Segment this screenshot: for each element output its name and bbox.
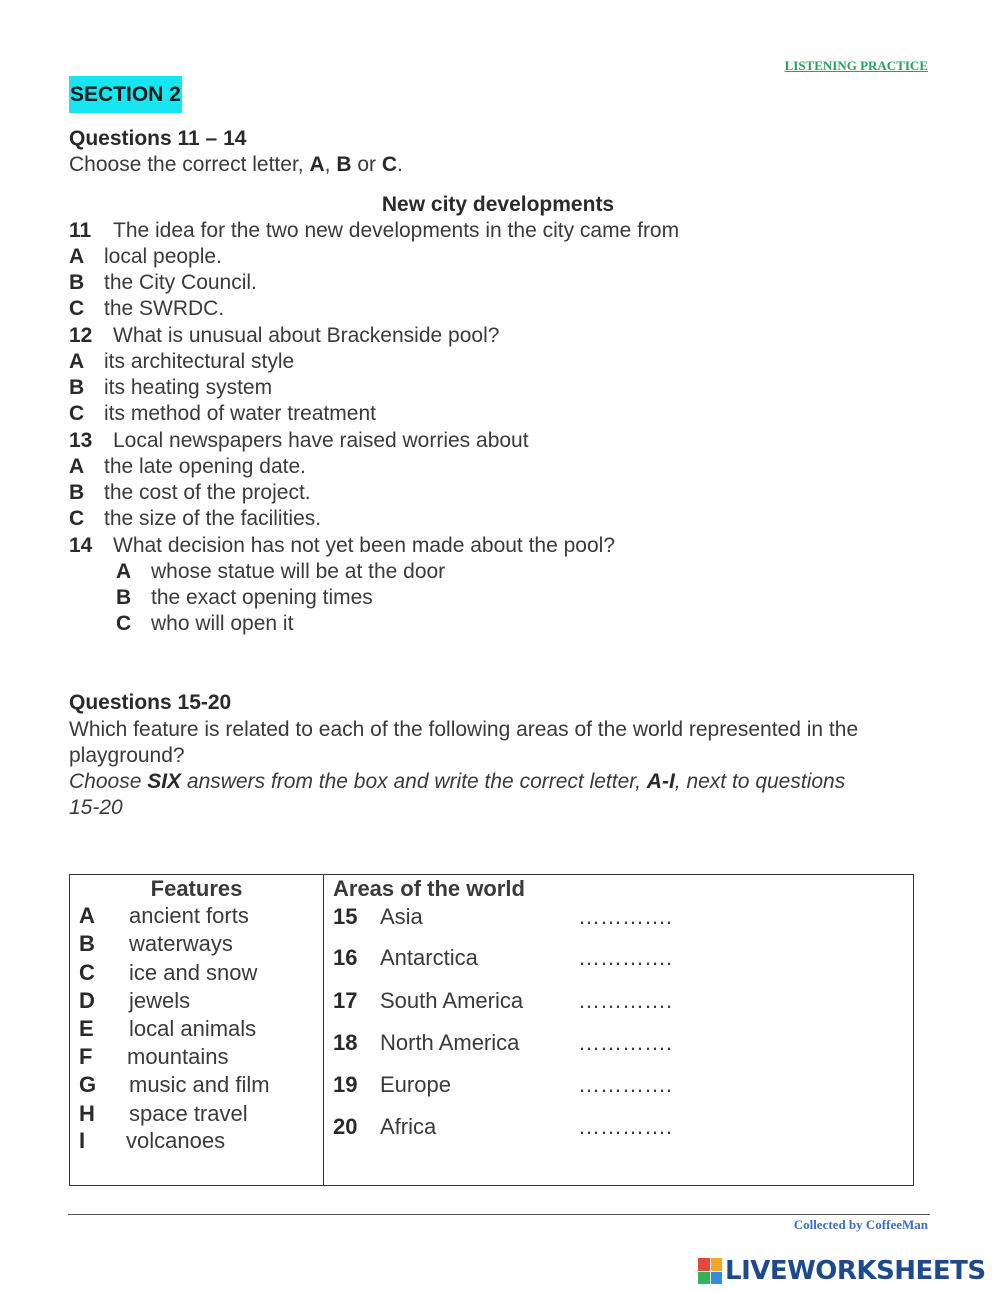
- area-name: South America: [380, 988, 524, 1013]
- instruction-part1: [69, 152, 403, 178]
- question-number: 14: [69, 534, 93, 557]
- area-name: Antarctica: [380, 945, 478, 970]
- option-letter: B: [69, 271, 85, 294]
- option-14-a[interactable]: [116, 559, 445, 585]
- option-text: the late opening date.: [104, 455, 307, 478]
- questions-11-14-heading: Questions 11 – 14: [69, 127, 247, 150]
- question-13: [69, 428, 529, 454]
- area-number: 19: [333, 1072, 358, 1097]
- area-name: Africa: [380, 1114, 437, 1139]
- feature-letter: H: [79, 1101, 95, 1126]
- letter-b: B: [336, 153, 352, 176]
- feature-text: ancient forts: [129, 903, 249, 928]
- listening-practice-link[interactable]: LISTENING PRACTICE: [784, 58, 928, 73]
- question-text: The idea for the two new developments in the city came from: [113, 219, 680, 242]
- option-text: the size of the facilities.: [104, 507, 322, 530]
- question-14: [69, 533, 615, 559]
- option-text: whose statue will be at the door: [151, 560, 446, 583]
- option-text: its architectural style: [104, 350, 295, 373]
- option-letter: C: [69, 297, 85, 320]
- feature-letter: F: [79, 1044, 93, 1069]
- area-row-16: [333, 945, 672, 971]
- area-name: Asia: [380, 904, 423, 929]
- letter-a: A: [309, 153, 325, 176]
- feature-c: [79, 959, 257, 987]
- option-13-b[interactable]: [69, 480, 311, 506]
- feature-f: [79, 1043, 229, 1071]
- feature-letter: I: [79, 1128, 86, 1153]
- area-name: Europe: [380, 1072, 451, 1097]
- option-12-b[interactable]: [69, 375, 272, 401]
- feature-text: jewels: [129, 988, 191, 1013]
- liveworksheets-brand: LIVEWORKSHEETS: [725, 1256, 986, 1286]
- footer-credit: Collected by CoffeeMan: [793, 1217, 928, 1232]
- option-letter: B: [116, 586, 132, 609]
- answer-blank[interactable]: ………….: [578, 1114, 673, 1139]
- answer-blank[interactable]: ………….: [578, 904, 673, 929]
- instruction-line-2: playground?: [69, 744, 185, 767]
- option-12-a[interactable]: [69, 349, 294, 375]
- option-letter: C: [69, 402, 85, 425]
- area-number: 20: [333, 1114, 358, 1139]
- italic-six: SIX: [147, 770, 182, 793]
- liveworksheets-icon: [698, 1258, 722, 1284]
- feature-letter: A: [79, 903, 95, 928]
- option-14-c[interactable]: [116, 611, 293, 637]
- table-divider: [323, 874, 324, 1186]
- question-text: What decision has not yet been made about the pool?: [113, 534, 616, 557]
- option-text: the SWRDC.: [104, 297, 225, 320]
- instruction-line-1: Which feature is related to each of the following areas of the world represented in the: [69, 718, 859, 741]
- option-13-a[interactable]: [69, 454, 306, 480]
- option-letter: C: [69, 507, 85, 530]
- option-text: the exact opening times: [151, 586, 373, 609]
- instruction-text: Choose the correct letter,: [69, 153, 310, 176]
- area-row-17: [333, 988, 672, 1014]
- feature-letter: G: [79, 1072, 97, 1097]
- feature-d: [79, 987, 190, 1015]
- area-number: 15: [333, 904, 358, 929]
- area-row-19: [333, 1072, 672, 1098]
- areas-title: Areas of the world: [333, 876, 525, 901]
- letter-c: C: [381, 153, 397, 176]
- question-text: What is unusual about Brackenside pool?: [113, 324, 500, 347]
- option-letter: A: [69, 245, 85, 268]
- feature-letter: D: [79, 988, 95, 1013]
- liveworksheets-logo[interactable]: [698, 1256, 986, 1286]
- question-number: 13: [69, 429, 93, 452]
- area-name: North America: [380, 1030, 520, 1055]
- option-letter: A: [69, 350, 85, 373]
- section-title: SECTION 2: [69, 76, 182, 113]
- feature-text: mountains: [127, 1044, 229, 1069]
- italic-text: answers from the box and write the correct letter,: [181, 770, 647, 793]
- area-row-15: [333, 904, 672, 930]
- answer-blank[interactable]: ………….: [578, 1072, 673, 1097]
- questions-15-20-heading: Questions 15-20: [69, 691, 232, 714]
- feature-text: volcanoes: [126, 1128, 226, 1153]
- answer-blank[interactable]: ………….: [578, 945, 673, 970]
- question-number: 11: [69, 219, 92, 242]
- area-number: 17: [333, 988, 358, 1013]
- answer-blank[interactable]: ………….: [578, 988, 673, 1013]
- option-11-b[interactable]: [69, 270, 257, 296]
- end-text: .: [397, 153, 403, 176]
- question-11: [69, 218, 679, 244]
- option-11-a[interactable]: [69, 244, 222, 270]
- feature-letter: B: [79, 931, 95, 956]
- footer-divider: [68, 1214, 930, 1215]
- sep-text: or: [351, 153, 382, 176]
- italic-instruction: [69, 769, 845, 795]
- italic-range: A-I: [646, 770, 675, 793]
- option-text: the cost of the project.: [104, 481, 311, 504]
- option-letter: A: [69, 455, 85, 478]
- option-13-c[interactable]: [69, 506, 321, 532]
- sep-text: ,: [324, 153, 337, 176]
- option-text: who will open it: [151, 612, 294, 635]
- features-title: Features: [150, 876, 243, 901]
- feature-letter: C: [79, 960, 95, 985]
- new-city-developments-title: New city developments: [381, 193, 615, 216]
- area-number: 16: [333, 945, 358, 970]
- answer-blank[interactable]: ………….: [578, 1030, 673, 1055]
- option-12-c[interactable]: [69, 401, 376, 427]
- feature-a: [79, 902, 249, 930]
- question-text: Local newspapers have raised worries about: [113, 429, 529, 452]
- option-text: local people.: [104, 245, 222, 268]
- option-letter: B: [69, 481, 85, 504]
- italic-instruction-line-2: 15-20: [69, 796, 123, 819]
- feature-letter: E: [79, 1016, 94, 1041]
- area-row-18: [333, 1030, 672, 1056]
- option-text: its method of water treatment: [104, 402, 376, 425]
- italic-text: , next to questions: [674, 770, 846, 793]
- option-letter: B: [69, 376, 85, 399]
- feature-text: ice and snow: [129, 960, 258, 985]
- option-letter: C: [116, 612, 132, 635]
- feature-b: [79, 930, 233, 958]
- feature-text: local animals: [129, 1016, 257, 1041]
- option-text: the City Council.: [104, 271, 257, 294]
- question-number: 12: [69, 324, 93, 347]
- feature-text: waterways: [129, 931, 233, 956]
- option-text: its heating system: [104, 376, 273, 399]
- feature-e: [79, 1015, 256, 1043]
- area-number: 18: [333, 1030, 358, 1055]
- option-11-c[interactable]: [69, 296, 224, 322]
- option-14-b[interactable]: [116, 585, 373, 611]
- question-12: [69, 323, 499, 349]
- feature-text: music and film: [129, 1072, 270, 1097]
- area-row-20: [333, 1114, 672, 1140]
- option-letter: A: [116, 560, 132, 583]
- feature-g: [79, 1071, 270, 1099]
- feature-h: [79, 1100, 248, 1128]
- italic-text: Choose: [69, 770, 148, 793]
- feature-text: space travel: [129, 1101, 248, 1126]
- feature-i: [79, 1127, 225, 1155]
